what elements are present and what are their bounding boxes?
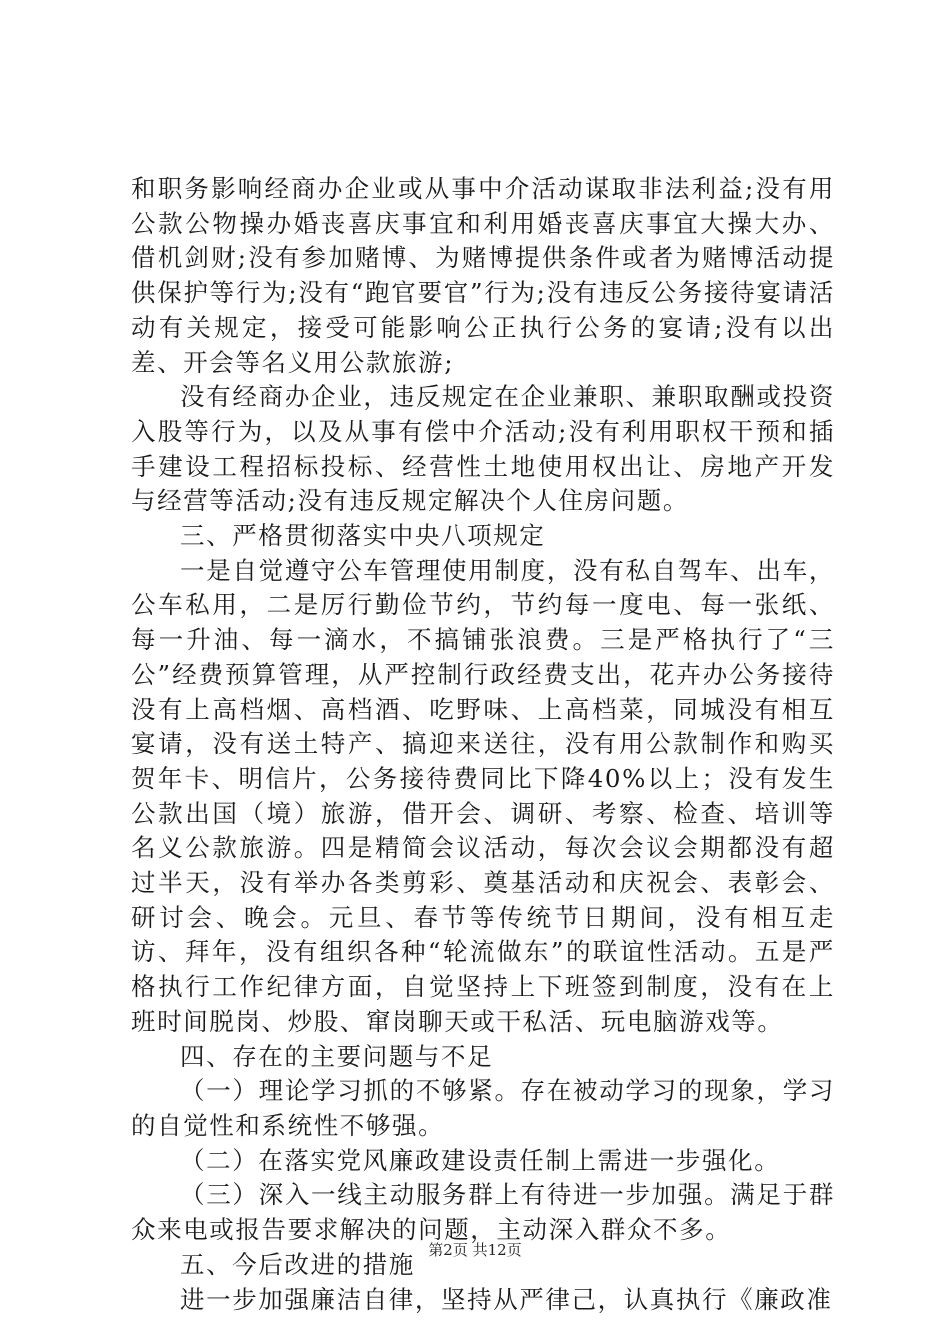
problem-item-2: （二）在落实党风廉政建设责任制上需进一步强化。 [180,1145,781,1175]
paragraph-continuation: 和职务影响经商办企业或从事中介活动谋取非法利益;没有用公款公物操办婚丧喜庆事宜和利用婚丧喜庆事宜大操大办、借机剑财;没有参加赌博、为赌博提供条件或者为赌博活动提供保护等行为;没有“跑官要官”行为;没有违反公务接待宴请活动有关规定，接受可能影响公正执行公务的宴请;没有以出差、开会等名义用公款旅游; [131,174,835,377]
paragraph-business-conduct: 没有经商办企业，违反规定在企业兼职、兼职取酬或投资入股等行为，以及从事有偿中介活动;没有利用职权干预和插手建设工程招标投标、经营性土地使用权出让、房地产开发与经营等活动;没有违反规定解决个人住房问题。 [131,382,835,516]
page-number-footer: 第2页 共12页 [428,1241,522,1259]
section-heading-3: 三、严格贯彻落实中央八项规定 [180,521,546,551]
document-body [131,172,835,1317]
problem-item-1: （一）理论学习抓的不够紧。存在被动学习的现象，学习的自觉性和系统性不够强。 [131,1076,835,1140]
section-heading-4: 四、存在的主要问题与不足 [180,1041,494,1071]
problem-item-3: （三）深入一线主动服务群上有待进一步加强。满足于群众来电或报告要求解决的问题，主动深入群众不多。 [131,1180,835,1245]
section-heading-5: 五、今后改进的措施 [180,1249,415,1279]
paragraph-eight-rules: 一是自觉遵守公车管理使用制度，没有私自驾车、出车，公车私用，二是厉行勤俭节约，节约每一度电、每一张纸、每一升油、每一滴水，不搞铺张浪费。三是严格执行了“三公”经费预算管理，从严控制行政经费支出，花卉办公务接待没有上高档烟、高档酒、吃野味、上高档菜，同城没有相互宴请，没有送土特产、搞迎来送往，没有用公款制作和购买贺年卡、明信片，公务接待费同比下降40%以上；没有发生公款出国（境）旅游，借开会、调研、考察、检查、培训等名义公款旅游。四是精简会议活动，每次会议会期都没有超过半天，没有举办各类剪彩、奠基活动和庆祝会、表彰会、研讨会、晚会。元旦、春节等传统节日期间，没有相互走访、拜年，没有组织各种“轮流做东”的联谊性活动。五是严格执行工作纪律方面，自觉坚持上下班签到制度，没有在上班时间脱岗、炒股、窜岗聊天或干私活、玩电脑游戏等。 [131,555,835,1036]
paragraph-improvement: 进一步加强廉洁自律，坚持从严律己，认真执行《廉政准 [180,1284,833,1314]
